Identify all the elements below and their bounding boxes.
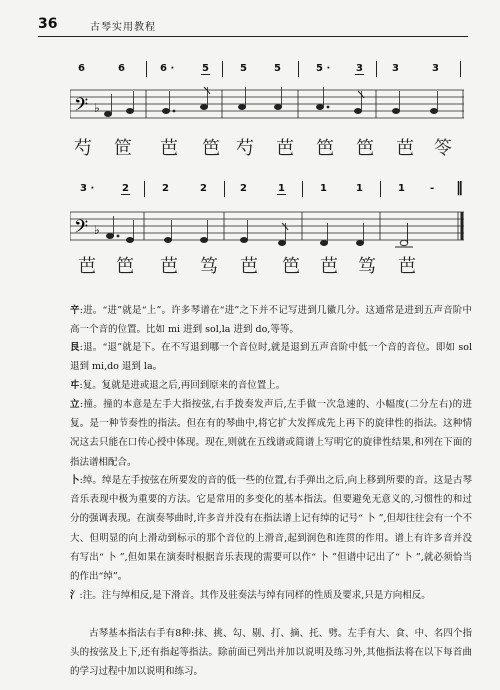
jianpu-note: 2 <box>200 183 207 194</box>
note-head <box>200 104 207 109</box>
note-head <box>126 108 133 113</box>
paragraph-text: :注。注与绰相反,是下滑音。其作及驻奏法与绰有同样的性质及要求,只是方向相反。 <box>79 590 431 601</box>
jianpu-note: 6 · <box>160 63 175 74</box>
tab-char: 笸 <box>114 138 132 159</box>
term: 㐄 <box>70 380 80 391</box>
term: 䇂 <box>70 305 80 316</box>
jianpu-note: 1 <box>398 183 405 194</box>
tablature-line-1 <box>60 134 470 164</box>
paragraph-fu <box>70 376 472 395</box>
flat-icon: ♭ <box>94 101 100 115</box>
bass-clef-icon: 𝄢 <box>74 95 89 120</box>
jianpu-note: 1 <box>356 183 363 194</box>
tablature-line-2 <box>60 252 470 282</box>
jianpu-note: 1 <box>320 183 327 194</box>
tab-char: 芍 <box>74 138 92 159</box>
bar-line <box>376 61 377 77</box>
tab-char: 笭 <box>434 138 452 159</box>
jianpu-note: 3 · <box>80 183 95 194</box>
jianpu-note: 6 <box>78 63 85 74</box>
jianpu-note: 5 <box>202 63 209 74</box>
paragraph-zhuang <box>70 395 472 472</box>
jianpu-note: 2 <box>122 183 129 194</box>
underline <box>355 74 364 75</box>
paragraph-summary <box>70 624 472 682</box>
tab-char: 芭 <box>396 138 414 159</box>
note-head <box>274 104 281 109</box>
jianpu-note: - <box>430 183 435 194</box>
bass-clef-icon: 𝄢 <box>74 217 89 242</box>
paragraph-text: 古琴基本指法右手有8种:抹、挑、勾、剔、打、摘、托、劈。左手有大、食、中、名四个指头的按弦及上下,还有指起等指法。除前面已列出并加以说明及练习外,其他指法将在以下每首曲的学习过程中加以说明和练习。 <box>70 628 472 678</box>
paragraph-text: :绰。绰是左手按弦在所要发的音的低一些的位置,右手弹出之后,向上移到所要的音。这是古琴音乐表现中极为重要的方法。它是常用的多变化的基本指法。但要避免无意义的,习惯性的和过分的强调表现。在演奏琴曲时,许多音并没有在指法谱上记有绰的记号“ 卜 ”,但却往往会有一个不大、但明显的向上滑动到标示的那个音位的上滑音,起到润色和连贯的作用。谱上有许多音并没有写出“ 卜 ”,但如果在演奏时根据音乐表现的需要可以作“ 卜 ”但谱中记出了“ 卜 ”,就必须恰当的作出“绰”。 <box>70 475 472 583</box>
term: 氵 <box>70 590 80 601</box>
final-barline: ‖ <box>456 180 463 196</box>
jianpu-note: 1 <box>278 183 285 194</box>
paragraph-tui <box>70 338 472 376</box>
term: 艮 <box>70 342 80 353</box>
paragraph-text: :撞。撞的本意是左手大指按弦,右手拨奏发声后,左手做一次急速的、小幅度(二分左右)的进复。是一种节奏性的指法。但在有的琴曲中,将它扩大发挥成先上再下的旋律性的指法。这种情况这去只能在口传心授中体现。现在,则就在五线谱或简谱上写明它的旋律性结果,和列在下面的指法谱相配合。 <box>70 399 472 468</box>
running-title: 古琴实用教程 <box>90 22 156 33</box>
tab-char: 芭 <box>78 256 96 277</box>
tab-char: 笃 <box>200 256 218 277</box>
paragraph-text: :退。“退”就是下。在不写退到哪一个音位时,就是退到五声音阶中低一个音的音位。即如 sol 退到 mi,do 退到 la。 <box>70 342 472 373</box>
jianpu-note: 5 <box>274 63 281 74</box>
underline <box>201 74 210 75</box>
jianpu-note: 3 <box>356 63 363 74</box>
bar-line <box>460 61 461 77</box>
tab-char: 芭 <box>160 138 178 159</box>
bar-line <box>222 61 223 77</box>
note-head <box>316 104 323 109</box>
tab-char: 笆 <box>282 256 300 277</box>
tab-char: 芭 <box>320 256 338 277</box>
term: 卜 <box>70 475 80 486</box>
tab-char: 笆 <box>316 138 334 159</box>
jianpu-note: 2 <box>162 183 169 194</box>
jianpu-note: 3 <box>432 63 439 74</box>
tab-char: 芭 <box>160 256 178 277</box>
paragraph-text: :进。“进”就是“上”。许多琴谱在“进”之下并不记写进到几徽几分。这通常是进到五声音阶中高一个音的位置。比如 mi 进到 sol,la 进到 do,等等。 <box>70 305 472 336</box>
tab-char: 芭 <box>276 138 294 159</box>
page-number: 36 <box>38 16 58 32</box>
tab-char: 笆 <box>356 138 374 159</box>
underline <box>121 194 130 195</box>
term: 立 <box>70 399 80 410</box>
bar-line <box>380 181 381 197</box>
bar-line <box>144 181 145 197</box>
tab-char: 芭 <box>240 256 258 277</box>
note-head <box>104 111 111 116</box>
paragraph-zhu <box>70 586 472 605</box>
note-head <box>162 108 169 113</box>
note-head <box>392 108 399 113</box>
bar-line <box>302 181 303 197</box>
header-rule <box>38 36 468 37</box>
jianpu-note: 3 <box>392 63 399 74</box>
staff-1 <box>70 86 464 130</box>
note-head <box>430 108 437 113</box>
tab-char: 笆 <box>202 138 220 159</box>
paragraph-chuo <box>70 471 472 586</box>
tab-char: 芍 <box>236 138 254 159</box>
flat-icon: ♭ <box>94 223 100 237</box>
jianpu-note: 6 <box>118 63 125 74</box>
tab-char: 芭 <box>398 256 416 277</box>
bar-line <box>298 61 299 77</box>
bar-line <box>224 181 225 197</box>
tab-char: 笆 <box>116 256 134 277</box>
paragraph-jin <box>70 301 472 339</box>
jianpu-line-2 <box>70 180 463 199</box>
bar-line <box>146 61 147 77</box>
running-header <box>38 16 468 38</box>
paragraph-text: :复。复就是进或退之后,再回到原来的音位置上。 <box>79 380 286 391</box>
jianpu-note: 5 · <box>316 63 331 74</box>
note-head <box>354 108 361 113</box>
staff-2 <box>70 208 464 248</box>
jianpu-note: 5 <box>240 63 247 74</box>
note-head <box>238 104 245 109</box>
tab-char: 笃 <box>358 256 376 277</box>
jianpu-line-1 <box>70 63 462 79</box>
underline <box>277 194 286 195</box>
jianpu-note: 2 <box>240 183 247 194</box>
